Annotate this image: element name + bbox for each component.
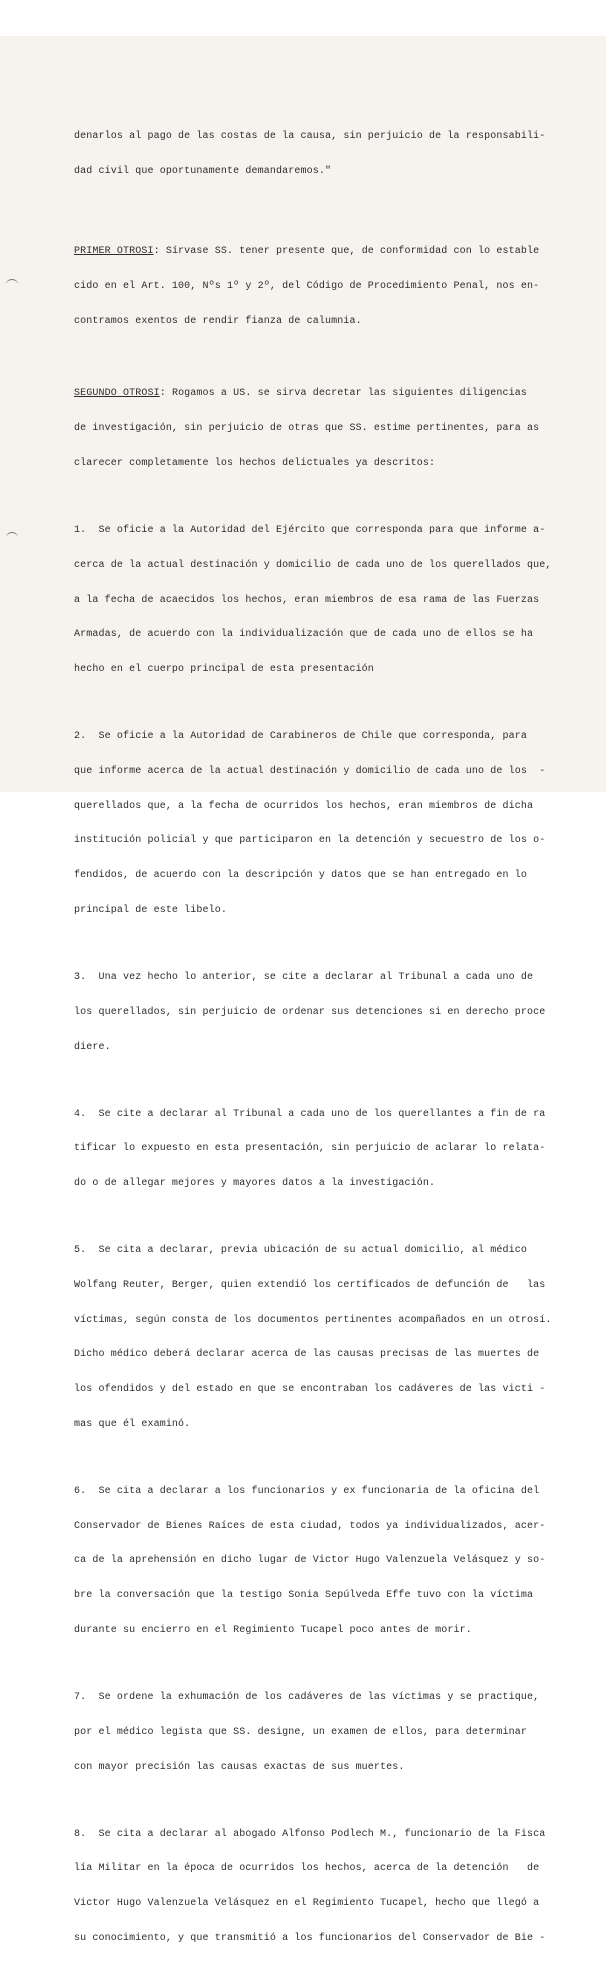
text-line: 6. Se cita a declarar a los funcionarios y ex funcionaria de la oficina del [74,1485,540,1497]
text-line: durante su encierro en el Regimiento Tucapel poco antes de morir. [74,1625,472,1637]
text-line: los querellados, sin perjuicio de ordenar sus detenciones si en derecho proce [74,1006,546,1018]
segundo-otrosi-text: : Rogamos a US. se sirva decretar las siguientes diligencias [159,388,527,400]
text-line: Wolfang Reuter, Berger, quien extendió los certificados de defunción de las [74,1279,546,1291]
text-line: ca de la aprehensión en dicho lugar de Victor Hugo Valenzuela Velásquez y so- [74,1555,546,1567]
text-line: dad civil que oportunamente demandaremos." [74,165,332,177]
text-line: tificar lo expuesto en esta presentación, sin perjuicio de aclarar lo relata- [74,1143,546,1155]
binder-hole-mark [6,279,18,290]
text-line: cido en el Art. 100, Nºs 1º y 2º, del Código de Procedimiento Penal, nos en- [74,280,540,292]
text-line: que informe acerca de la actual destinación y domicilio de cada uno de los - [74,765,546,777]
diligence-item-8 [74,1805,554,1967]
text-line: 4. Se cite a declarar al Tribunal a cada uno de los querellantes a fin de ra [74,1108,546,1120]
top-margin [0,0,612,36]
segundo-otrosi-heading: SEGUNDO OTROSI [74,388,160,400]
opening-paragraph [74,108,554,201]
text-line: querellados que, a la fecha de ocurridos los hechos, eran miembros de dicha [74,800,534,812]
text-line: fendidos, de acuerdo con la descripción y datos que se han entregado en lo [74,870,527,882]
text-line: hecho en el cuerpo principal de esta presentación [74,664,374,676]
text-line: los ofendidos y del estado en que se encontraban los cadáveres de las victi - [74,1384,546,1396]
text-line: por el médico legista que SS. designe, un examen de ellos, para determinar [74,1726,527,1738]
primer-otrosi-text: : Sírvase SS. tener presente que, de conformidad con lo estable [153,245,540,257]
diligence-item-3 [74,949,554,1077]
text-line [74,388,554,400]
text-line: contramos exentos de rendir fianza de calumnia. [74,315,362,327]
diligence-item-4 [74,1085,554,1213]
text-line: bre la conversación que la testigo Sonia Sepúlveda Effe tuvo con la víctima [74,1590,534,1602]
text-line: Victor Hugo Valenzuela Velásquez en el Regimiento Tucapel, hecho que llegó a [74,1898,540,1910]
text-line: do o de allegar mejores y mayores datos a la investigación. [74,1178,436,1190]
text-line: víctimas, según consta de los documentos pertinentes acompañados en un otrosí. [74,1314,552,1326]
diligence-item-7 [74,1669,554,1797]
text-line [74,246,554,258]
text-line: institución policial y que participaron en la detención y secuestro de los o- [74,835,546,847]
text-line: Conservador de Bienes Raíces de esta ciudad, todos ya individualizados, acer- [74,1520,546,1532]
text-line: 2. Se oficie a la Autoridad de Carabineros de Chile que corresponda, para [74,731,527,743]
text-line: de investigación, sin perjuicio de otras que SS. estime pertinentes, para as [74,423,540,435]
diligence-item-1 [74,502,554,699]
text-line: con mayor precisión las causas exactas de sus muertes. [74,1761,405,1773]
diligence-item-2 [74,708,554,940]
text-line: 3. Una vez hecho lo anterior, se cite a declarar al Tribunal a cada uno de [74,971,534,983]
diligence-item-5 [74,1222,554,1454]
text-line: 5. Se cita a declarar, previa ubicación de su actual domicilio, al médico [74,1245,527,1257]
diligence-item-6 [74,1463,554,1660]
text-line: a la fecha de acaecidos los hechos, eran miembros de esa rama de las Fuerzas [74,594,540,606]
text-line: 1. Se oficie a la Autoridad del Ejército que corresponda para que informe a- [74,525,546,536]
primer-otrosi-paragraph [74,223,554,351]
page-edge [606,36,612,792]
text-line: Dicho médico deberá declarar acerca de las causas precisas de las muertes de [74,1349,540,1361]
binder-hole-mark [6,532,18,543]
text-line: Armadas, de acuerdo con la individualización que de cada uno de ellos se ha [74,629,534,641]
text-line: su conocimiento, y que transmitió a los funcionarios del Conservador de Bie - [74,1932,546,1944]
primer-otrosi-heading: PRIMER OTROSI [74,245,154,257]
text-line: mas que él examinó. [74,1418,191,1430]
document-body [74,108,554,1977]
text-line: diere. [74,1041,111,1053]
text-line: cerca de la actual destinación y domicilio de cada uno de los querellados que, [74,559,552,571]
text-line: clarecer completamente los hechos delictuales ya descritos: [74,458,436,470]
text-line: 8. Se cita a declarar al abogado Alfonso Podlech M., funcionario de la Fisca [74,1828,546,1840]
text-line: lía Militar en la época de ocurridos los hechos, acerca de la detención de [74,1863,540,1875]
text-line: principal de este libelo. [74,905,228,916]
text-line: 7. Se ordene la exhumación de los cadáveres de las víctimas y se practique, [74,1692,540,1703]
text-line: denarlos al pago de las costas de la causa, sin perjuicio de la responsabili- [74,131,546,143]
segundo-otrosi-paragraph [74,365,554,493]
